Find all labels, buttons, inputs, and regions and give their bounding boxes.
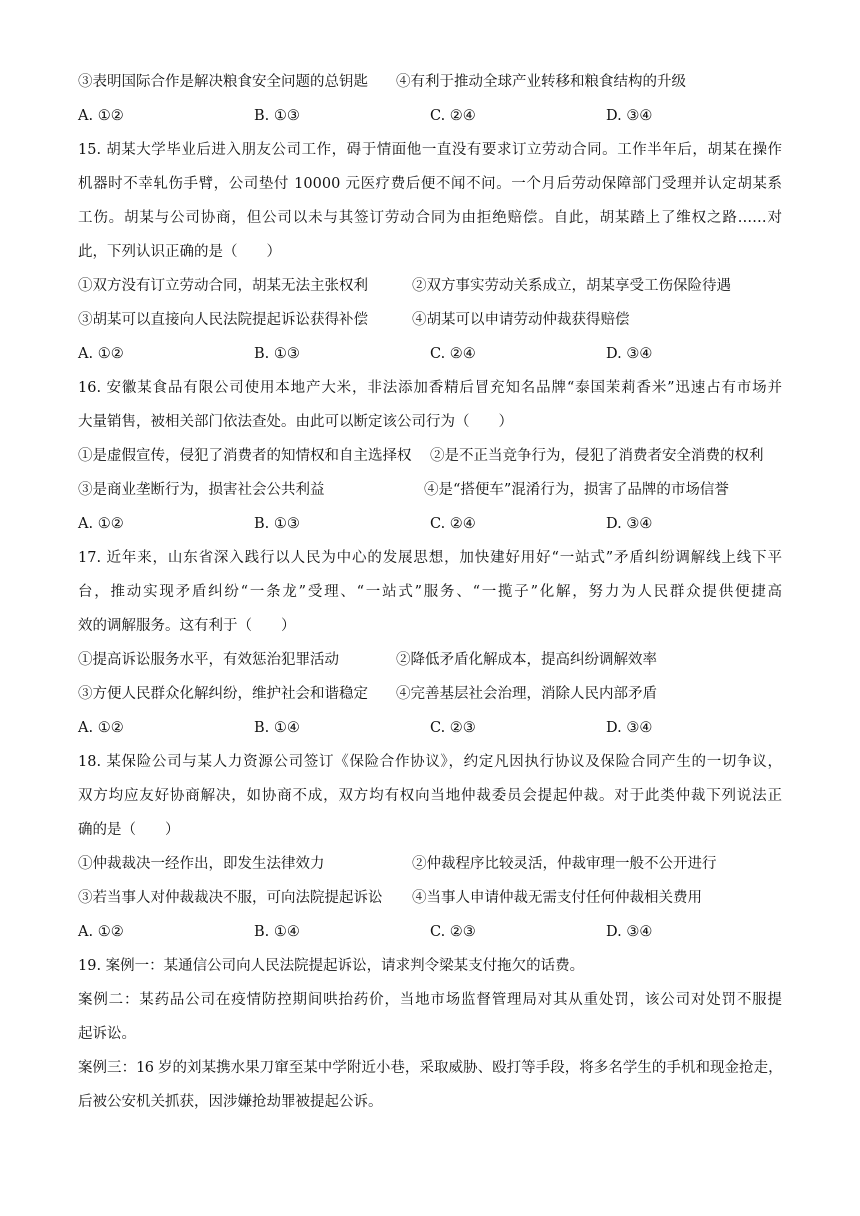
q18-option-b: B. ①④ xyxy=(254,924,300,940)
q16-stem-line: 16. 安徽某食品有限公司使用本地产大米，非法添加香精后冒充知名品牌“泰国茉莉香米”迅速占有市场并 xyxy=(78,380,782,396)
q15-statement-1: ①双方没有订立劳动合同，胡某无法主张权利 xyxy=(78,278,368,294)
q16-statement-1: ①是虚假宣传，侵犯了消费者的知情权和自主选择权 xyxy=(78,448,412,464)
q16-statement-3: ③是商业垄断行为，损害社会公共利益 xyxy=(78,482,325,498)
q19-case-3-line: 案例三：16 岁的刘某携水果刀窜至某中学附近小巷，采取威胁、殴打等手段，将多名学生的手机和现金抢走， xyxy=(78,1060,782,1076)
q15-option-b: B. ①③ xyxy=(254,346,300,362)
q19-case-1: 19. 案例一：某通信公司向人民法院提起诉讼，请求判令梁某支付拖欠的话费。 xyxy=(78,958,585,974)
q15-statement-3: ③胡某可以直接向人民法院提起诉讼获得补偿 xyxy=(78,312,368,328)
q16-option-b: B. ①③ xyxy=(254,516,300,532)
q14-option-d: D. ③④ xyxy=(606,108,653,124)
q16-option-d: D. ③④ xyxy=(606,516,653,532)
q15-option-a: A. ①② xyxy=(78,346,124,362)
q19-case-2-line: 起诉讼。 xyxy=(78,1026,136,1042)
q18-stem-line: 确的是（ ） xyxy=(78,822,180,838)
q18-stem-line: 18. 某保险公司与某人力资源公司签订《保险合作协议》，约定凡因执行协议及保险合同产生的一切争议， xyxy=(78,754,782,770)
q18-statement-3: ③若当事人对仲裁裁决不服，可向法院提起诉讼 xyxy=(78,890,383,906)
q14-statement-3: ③表明国际合作是解决粮食安全问题的总钥匙 xyxy=(78,74,368,90)
q17-option-a: A. ①② xyxy=(78,720,124,736)
q16-statement-2: ②是不正当竞争行为，侵犯了消费者安全消费的权利 xyxy=(430,448,764,464)
q17-option-d: D. ③④ xyxy=(606,720,653,736)
q15-stem-line: 工伤。胡某与公司协商，但公司以未与其签订劳动合同为由拒绝赔偿。自此，胡某踏上了维权之路……对 xyxy=(78,210,782,226)
q18-option-c: C. ②③ xyxy=(430,924,476,940)
q16-statement-4: ④是“搭便车”混淆行为，损害了品牌的市场信誉 xyxy=(424,482,729,498)
q19-case-2-line: 案例二：某药品公司在疫情防控期间哄抬药价，当地市场监督管理局对其从重处罚，该公司对处罚不服提 xyxy=(78,992,782,1008)
q18-option-a: A. ①② xyxy=(78,924,124,940)
q18-statement-1: ①仲裁裁决一经作出，即发生法律效力 xyxy=(78,856,325,872)
q14-option-a: A. ①② xyxy=(78,108,124,124)
q17-stem-line: 17. 近年来，山东省深入践行以人民为中心的发展思想，加快建好用好“一站式”矛盾纠纷调解线上线下平 xyxy=(78,550,782,566)
q15-stem-line: 此，下列认识正确的是（ ） xyxy=(78,244,281,260)
q18-stem-line: 双方均应友好协商解决，如协商不成，双方均有权向当地仲裁委员会提起仲裁。对于此类仲裁下列说法正 xyxy=(78,788,782,804)
q17-stem-line: 台，推动实现矛盾纠纷“一条龙”受理、“一站式”服务、“一揽子”化解，努力为人民群众提供便捷高 xyxy=(78,584,782,600)
q17-option-b: B. ①④ xyxy=(254,720,300,736)
q18-statement-2: ②仲裁程序比较灵活，仲裁审理一般不公开进行 xyxy=(412,856,717,872)
q15-stem-line: 机器时不幸轧伤手臂，公司垫付 10000 元医疗费后便不闻不问。一个月后劳动保障部门受理并认定胡某系 xyxy=(78,176,782,192)
q14-statement-4: ④有利于推动全球产业转移和粮食结构的升级 xyxy=(396,74,686,90)
q15-option-d: D. ③④ xyxy=(606,346,653,362)
q15-statement-2: ②双方事实劳动关系成立，胡某享受工伤保险待遇 xyxy=(412,278,731,294)
q16-option-a: A. ①② xyxy=(78,516,124,532)
q19-case-3-line: 后被公安机关抓获，因涉嫌抢劫罪被提起公诉。 xyxy=(78,1094,383,1110)
q17-statement-2: ②降低矛盾化解成本，提高纠纷调解效率 xyxy=(396,652,657,668)
q15-statement-4: ④胡某可以申请劳动仲裁获得赔偿 xyxy=(412,312,630,328)
q16-option-c: C. ②④ xyxy=(430,516,476,532)
q14-option-b: B. ①③ xyxy=(254,108,300,124)
q16-stem-line: 大量销售，被相关部门依法查处。由此可以断定该公司行为（ ） xyxy=(78,414,513,430)
q18-option-d: D. ③④ xyxy=(606,924,653,940)
q18-statement-4: ④当事人申请仲裁无需支付任何仲裁相关费用 xyxy=(412,890,702,906)
q14-option-c: C. ②④ xyxy=(430,108,476,124)
q15-stem-line: 15. 胡某大学毕业后进入朋友公司工作，碍于情面他一直没有要求订立劳动合同。工作半年后，胡某在操作 xyxy=(78,142,782,158)
q17-statement-3: ③方便人民群众化解纠纷，维护社会和谐稳定 xyxy=(78,686,368,702)
q17-statement-1: ①提高诉讼服务水平，有效惩治犯罪活动 xyxy=(78,652,339,668)
q15-option-c: C. ②④ xyxy=(430,346,476,362)
q17-option-c: C. ②③ xyxy=(430,720,476,736)
q17-stem-line: 效的调解服务。这有利于（ ） xyxy=(78,618,296,634)
q17-statement-4: ④完善基层社会治理，消除人民内部矛盾 xyxy=(396,686,657,702)
